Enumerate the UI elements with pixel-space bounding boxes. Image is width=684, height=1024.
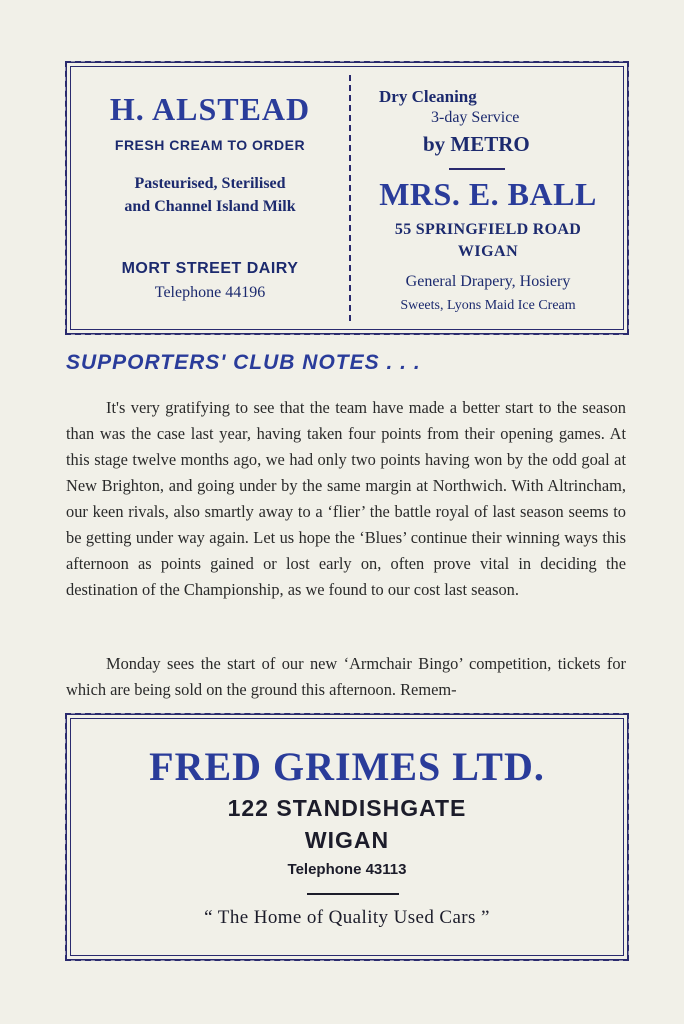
alstead-dairy: MORT STREET DAIRY xyxy=(121,260,299,277)
ball-goods-line-1: General Drapery, Hosiery xyxy=(405,273,571,290)
ball-goods-line-2: Sweets, Lyons Maid Ice Cream xyxy=(400,298,576,313)
grimes-telephone: Telephone 43113 xyxy=(287,861,407,878)
article-title: SUPPORTERS' CLUB NOTES . . . xyxy=(66,351,421,374)
ball-rule xyxy=(449,168,505,170)
grimes-name: FRED GRIMES LTD. xyxy=(149,744,545,789)
grimes-rule xyxy=(307,893,399,895)
ball-service-line-1: Dry Cleaning xyxy=(379,87,477,106)
grimes-slogan: “ The Home of Quality Used Cars ” xyxy=(204,907,490,928)
article-paragraph-2: Monday sees the start of our new ‘Armchair Bingo’ competition, tickets for which are being sold on the ground this afternoon. Remem- xyxy=(66,654,626,699)
ball-service-line-3: by METRO xyxy=(423,132,530,156)
ball-advert xyxy=(353,67,623,329)
ball-name: MRS. E. BALL xyxy=(379,176,597,212)
advert-box-top xyxy=(70,66,624,330)
alstead-milk-line-1: Pasteurised, Sterilised xyxy=(134,175,286,192)
alstead-tagline: FRESH CREAM TO ORDER xyxy=(114,137,306,153)
alstead-milk-line-2: and Channel Island Milk xyxy=(124,198,296,215)
alstead-name: H. ALSTEAD xyxy=(109,91,311,127)
advert-divider xyxy=(349,75,351,321)
grimes-address-line-1: 122 STANDISHGATE xyxy=(227,795,467,821)
grimes-address-line-2: WIGAN xyxy=(304,827,390,853)
ball-service-line-2: 3-day Service xyxy=(431,109,520,126)
alstead-advert xyxy=(71,67,349,329)
advert-box-bottom xyxy=(70,718,624,956)
alstead-telephone: Telephone 44196 xyxy=(154,284,266,301)
ball-address-line-2: WIGAN xyxy=(457,243,519,260)
article-paragraph-1: It's very gratifying to see that the team have made a better start to the season than was the case last year, having taken four points from their opening games. At this stage twelve months ago, we had only two points having won by the odd goal at New Brighton, and going under by the same margin at Northwich. With Altrincham, our keen rivals, also smartly away to a ‘flier’ the battle royal of last season seems to be getting under way again. Let us hope the ‘Blues’ continue their winning ways this afternoon as points gained or lost early on, often prove vital in deciding the destination of the Championship, as we found to our cost last season. xyxy=(66,398,626,599)
ball-address-line-1: 55 SPRINGFIELD ROAD xyxy=(394,221,582,238)
